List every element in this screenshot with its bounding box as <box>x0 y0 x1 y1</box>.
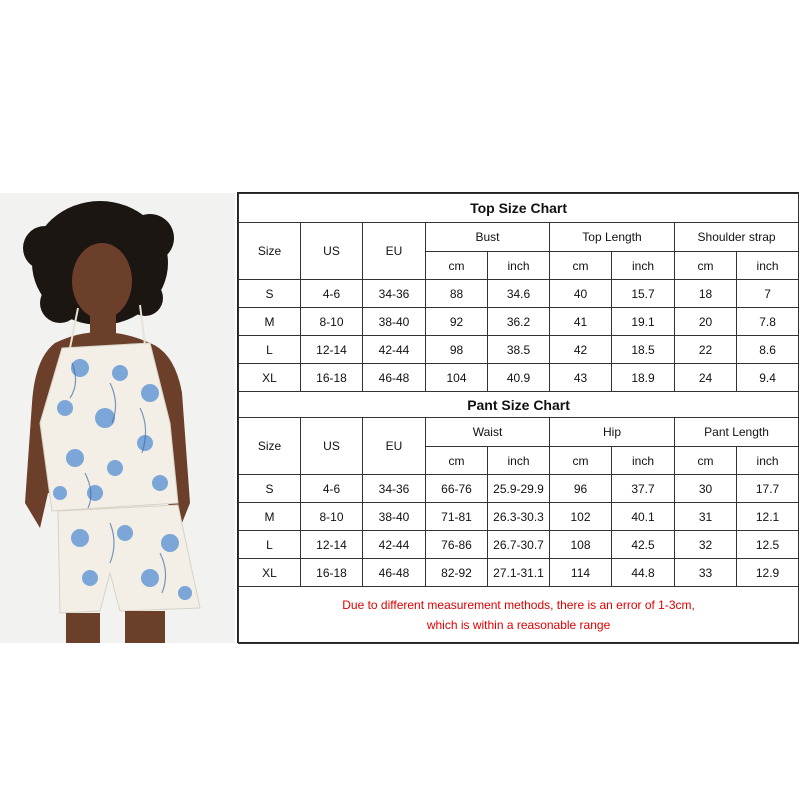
table-cell: 38-40 <box>363 503 426 531</box>
top-chart-title-row <box>239 194 799 223</box>
table-cell: L <box>239 531 301 559</box>
top-unit-cell: cm <box>426 252 488 280</box>
pant-header-row <box>239 418 799 447</box>
table-cell: 16-18 <box>301 559 363 587</box>
table-cell: 24 <box>675 364 737 392</box>
table-cell: S <box>239 475 301 503</box>
pant-row-l <box>239 531 799 559</box>
table-cell: M <box>239 308 301 336</box>
table-cell: 26.3-30.3 <box>488 503 550 531</box>
table-cell: 82-92 <box>426 559 488 587</box>
top-chart-title: Top Size Chart <box>239 194 799 223</box>
table-cell: 44.8 <box>612 559 675 587</box>
model-illustration <box>0 193 235 643</box>
table-cell: 38.5 <box>488 336 550 364</box>
table-cell: 114 <box>550 559 612 587</box>
pant-header-waist: Waist <box>426 418 550 447</box>
table-cell: 36.2 <box>488 308 550 336</box>
table-cell: XL <box>239 559 301 587</box>
table-cell: 96 <box>550 475 612 503</box>
table-cell: 92 <box>426 308 488 336</box>
top-unit-cell: inch <box>612 252 675 280</box>
table-cell: 18.9 <box>612 364 675 392</box>
table-cell: 42.5 <box>612 531 675 559</box>
top-header-eu: EU <box>363 223 426 280</box>
pant-unit-cell: inch <box>612 447 675 475</box>
table-cell: 17.7 <box>737 475 799 503</box>
table-cell: 9.4 <box>737 364 799 392</box>
top-unit-cell: inch <box>737 252 799 280</box>
table-cell: 40.9 <box>488 364 550 392</box>
table-cell: 46-48 <box>363 364 426 392</box>
top-row-l <box>239 336 799 364</box>
pant-unit-cell: inch <box>488 447 550 475</box>
table-cell: 12.1 <box>737 503 799 531</box>
table-cell: 34.6 <box>488 280 550 308</box>
table-cell: 66-76 <box>426 475 488 503</box>
note-row <box>239 587 799 644</box>
size-chart-table <box>238 193 799 644</box>
table-cell: 108 <box>550 531 612 559</box>
top-header-bust: Bust <box>426 223 550 252</box>
table-cell: 104 <box>426 364 488 392</box>
pant-row-xl <box>239 559 799 587</box>
top-unit-cell: cm <box>550 252 612 280</box>
table-cell: 18 <box>675 280 737 308</box>
table-cell: 31 <box>675 503 737 531</box>
top-unit-cell: inch <box>488 252 550 280</box>
table-cell: 71-81 <box>426 503 488 531</box>
table-cell: 18.5 <box>612 336 675 364</box>
table-cell: 26.7-30.7 <box>488 531 550 559</box>
table-cell: S <box>239 280 301 308</box>
table-cell: 42-44 <box>363 336 426 364</box>
table-cell: 34-36 <box>363 280 426 308</box>
pant-header-hip: Hip <box>550 418 675 447</box>
table-cell: 16-18 <box>301 364 363 392</box>
pant-header-size: Size <box>239 418 301 475</box>
top-row-s <box>239 280 799 308</box>
table-cell: 4-6 <box>301 475 363 503</box>
top-header-us: US <box>301 223 363 280</box>
table-cell: 12-14 <box>301 531 363 559</box>
table-cell: 20 <box>675 308 737 336</box>
pant-header-eu: EU <box>363 418 426 475</box>
top-row-m <box>239 308 799 336</box>
top-row-xl <box>239 364 799 392</box>
pant-unit-cell: cm <box>426 447 488 475</box>
table-cell: 43 <box>550 364 612 392</box>
top-header-size: Size <box>239 223 301 280</box>
table-cell: 19.1 <box>612 308 675 336</box>
table-cell: 15.7 <box>612 280 675 308</box>
table-cell: 22 <box>675 336 737 364</box>
table-cell: L <box>239 336 301 364</box>
pant-unit-cell: cm <box>550 447 612 475</box>
table-cell: 30 <box>675 475 737 503</box>
table-cell: 4-6 <box>301 280 363 308</box>
table-cell: 12.5 <box>737 531 799 559</box>
table-cell: 34-36 <box>363 475 426 503</box>
pant-header-us: US <box>301 418 363 475</box>
table-cell: 40.1 <box>612 503 675 531</box>
note-line-2: which is within a reasonable range <box>426 618 611 632</box>
table-cell: 25.9-29.9 <box>488 475 550 503</box>
table-cell: 98 <box>426 336 488 364</box>
table-cell: 33 <box>675 559 737 587</box>
table-cell: 8-10 <box>301 308 363 336</box>
table-cell: 46-48 <box>363 559 426 587</box>
table-cell: 41 <box>550 308 612 336</box>
table-cell: 40 <box>550 280 612 308</box>
pant-chart-title: Pant Size Chart <box>239 392 799 418</box>
table-cell: 8-10 <box>301 503 363 531</box>
table-cell: 12.9 <box>737 559 799 587</box>
table-cell: XL <box>239 364 301 392</box>
table-cell: 88 <box>426 280 488 308</box>
pant-row-s <box>239 475 799 503</box>
pant-row-m <box>239 503 799 531</box>
table-cell: 7 <box>737 280 799 308</box>
note-line-1: Due to different measurement methods, there is an error of 1-3cm, <box>342 598 695 612</box>
model-photo <box>0 193 235 643</box>
top-header-shoulder-strap: Shoulder strap <box>675 223 799 252</box>
table-cell: M <box>239 503 301 531</box>
table-cell: 32 <box>675 531 737 559</box>
measurement-note <box>239 587 799 644</box>
pant-chart-title-row <box>239 392 799 418</box>
table-cell: 38-40 <box>363 308 426 336</box>
table-cell: 42-44 <box>363 531 426 559</box>
pant-unit-cell: inch <box>737 447 799 475</box>
pant-header-pant-length: Pant Length <box>675 418 799 447</box>
table-cell: 76-86 <box>426 531 488 559</box>
pant-unit-cell: cm <box>675 447 737 475</box>
top-header-top-length: Top Length <box>550 223 675 252</box>
table-cell: 42 <box>550 336 612 364</box>
table-cell: 37.7 <box>612 475 675 503</box>
size-chart <box>237 192 799 643</box>
table-cell: 27.1-31.1 <box>488 559 550 587</box>
table-cell: 7.8 <box>737 308 799 336</box>
table-cell: 8.6 <box>737 336 799 364</box>
table-cell: 102 <box>550 503 612 531</box>
table-cell: 12-14 <box>301 336 363 364</box>
top-unit-cell: cm <box>675 252 737 280</box>
top-header-row <box>239 223 799 252</box>
